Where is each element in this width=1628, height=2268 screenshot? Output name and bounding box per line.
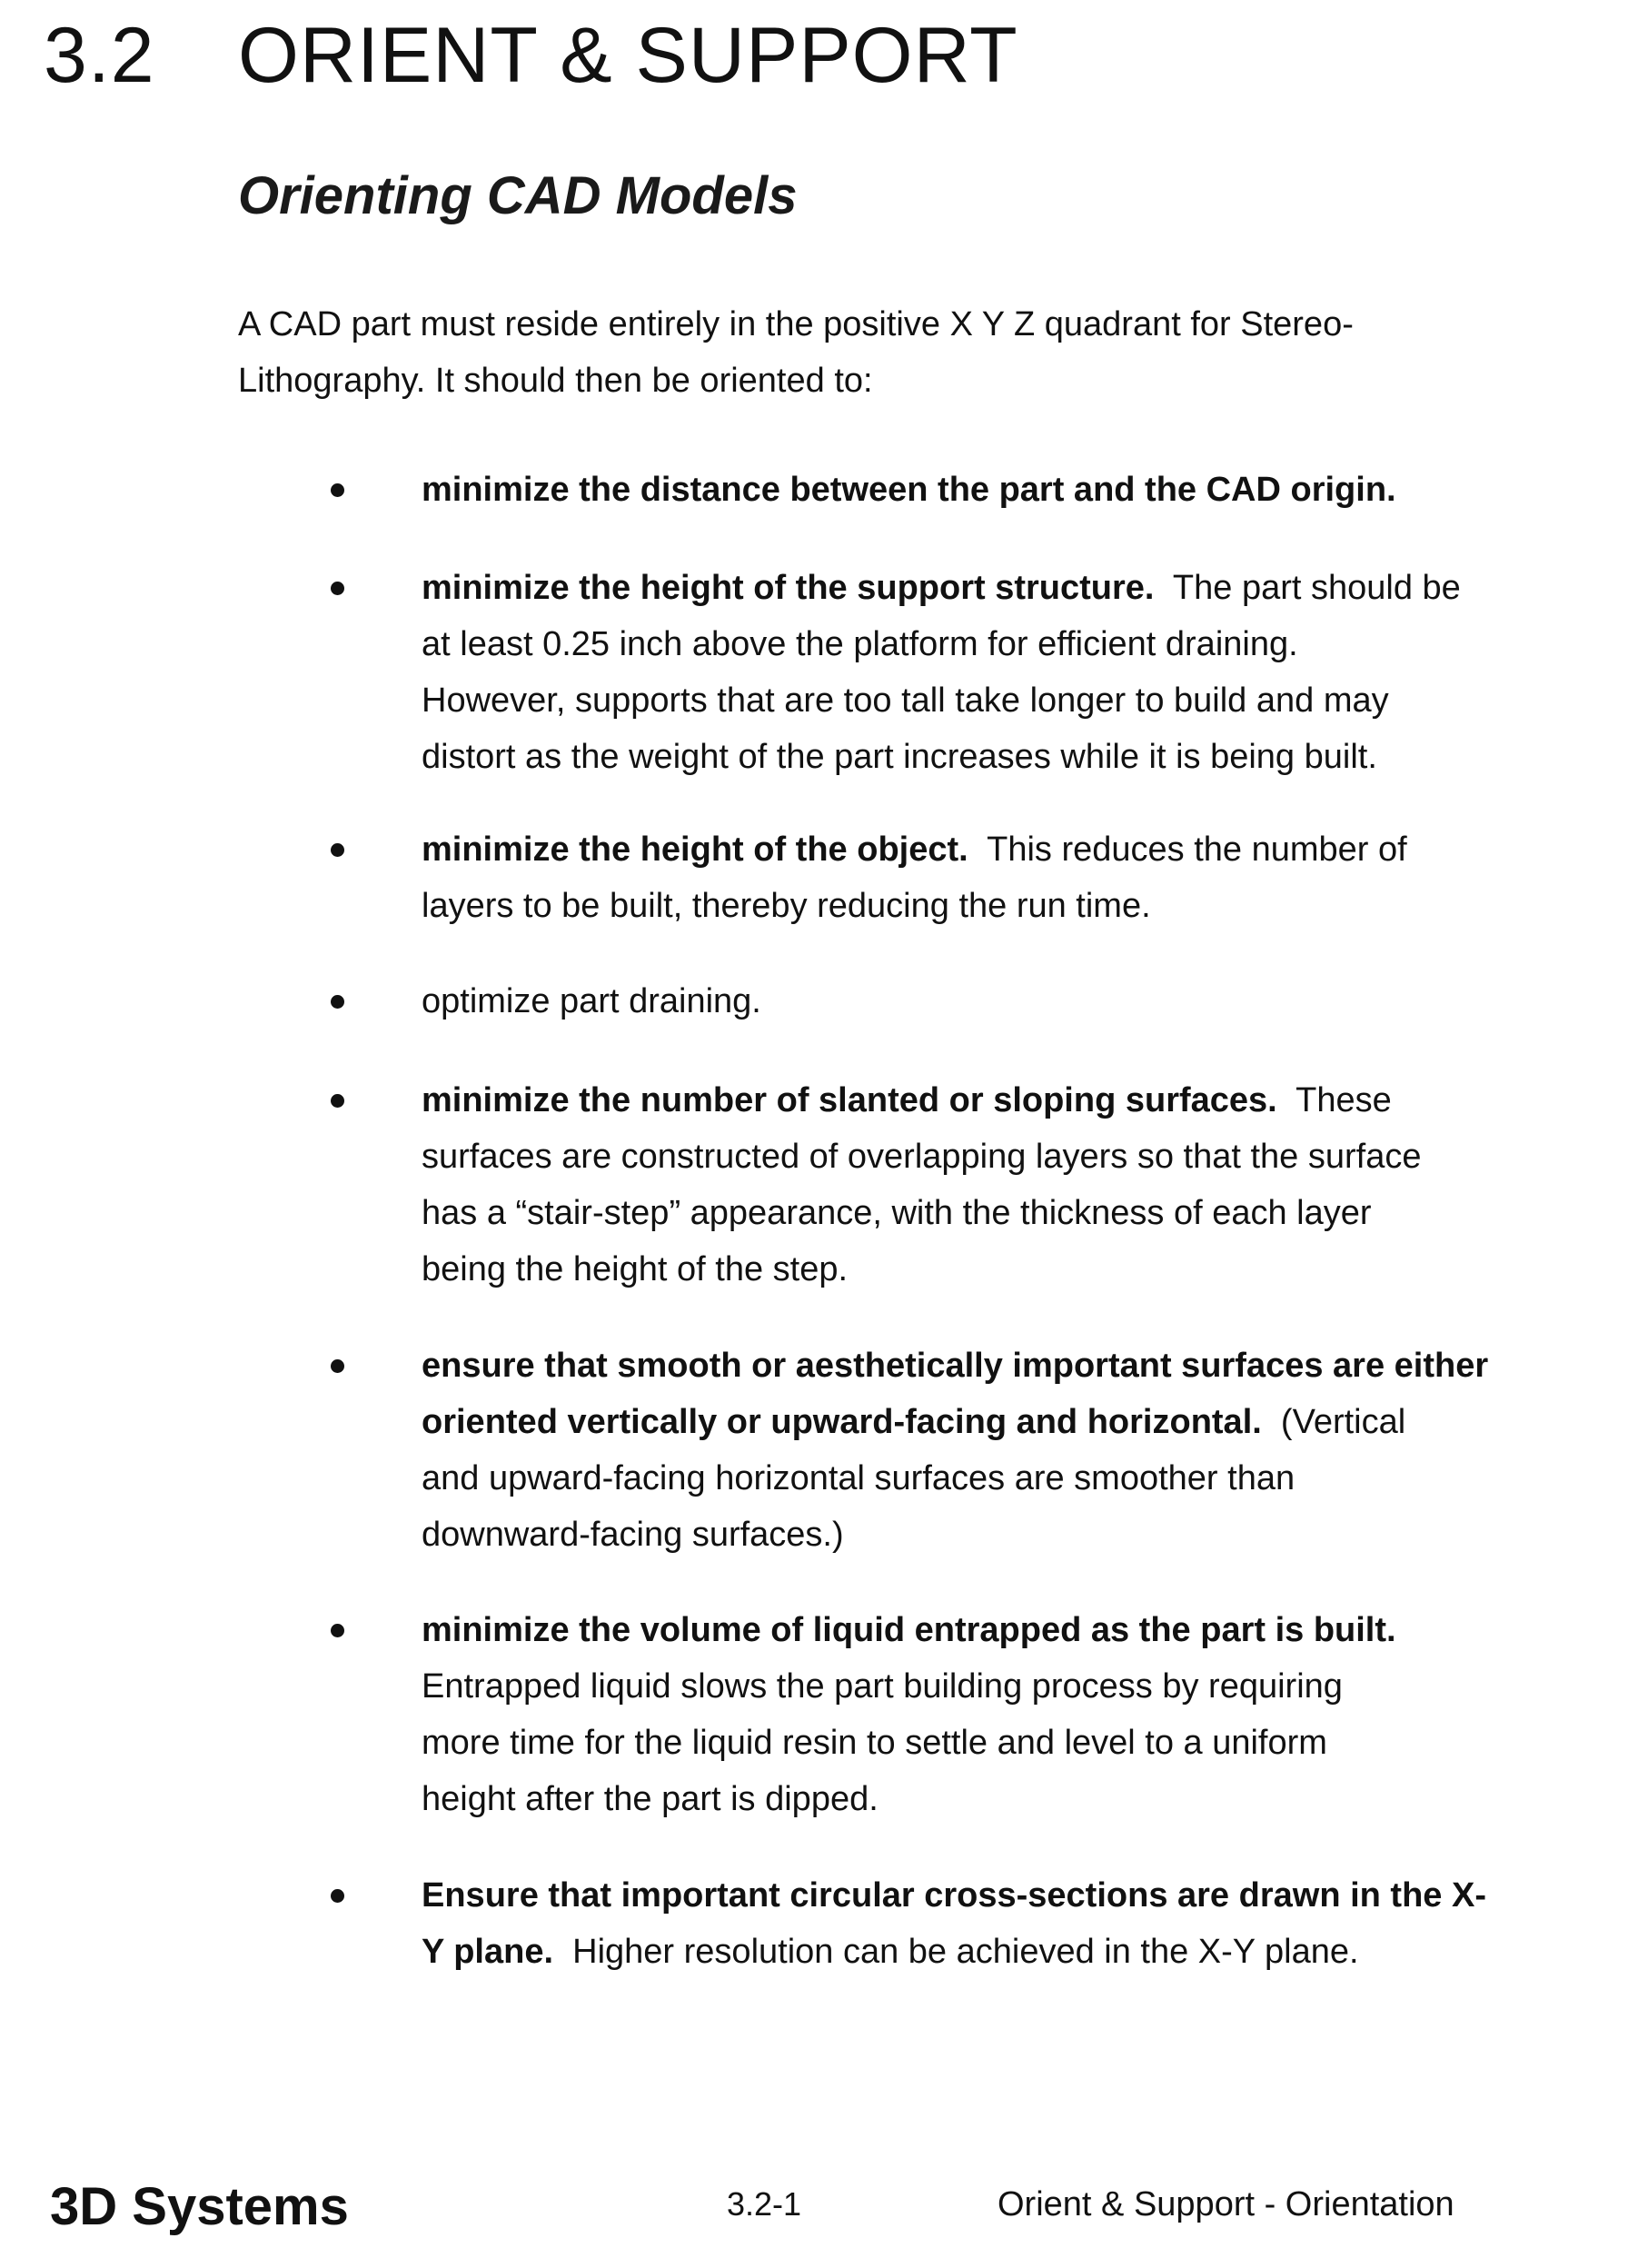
bullet-line — [422, 1715, 1396, 1771]
section-number: 3.2 — [44, 11, 155, 101]
bullet-icon — [331, 1359, 344, 1373]
bullet-bold-text: minimize the number of slanted or sloping surfaces. — [422, 1081, 1277, 1119]
bullet-text — [422, 973, 761, 1030]
bullet-line — [422, 1072, 1421, 1129]
footer-section-name: Orient & Support - Orientation — [998, 2185, 1454, 2224]
bullet-text — [422, 560, 1461, 785]
bullet-line — [422, 1867, 1486, 1924]
bullet-line — [422, 1658, 1396, 1715]
intro-paragraph — [238, 296, 1354, 409]
bullet-normal-text: more time for the liquid resin to settle and level to a uniform — [422, 1724, 1327, 1762]
bullet-normal-text: The part should be — [1154, 569, 1460, 607]
bullet-bold-text: minimize the volume of liquid entrapped as the part is built. — [422, 1611, 1396, 1649]
bullet-normal-text: Higher resolution can be achieved in the X-Y plane. — [553, 1933, 1359, 1971]
bullet-text — [422, 821, 1407, 934]
bullet-line — [422, 1241, 1421, 1298]
bullet-line — [422, 729, 1461, 785]
bullet-line — [422, 821, 1407, 878]
bullet-icon — [331, 1624, 344, 1637]
bullet-text — [422, 1072, 1421, 1298]
bullet-normal-text: has a “stair-step” appearance, with the thickness of each layer — [422, 1194, 1372, 1232]
bullet-bold-text: minimize the height of the object. — [422, 831, 968, 869]
bullet-normal-text: and upward-facing horizontal surfaces are smoother than — [422, 1459, 1295, 1497]
bullet-normal-text: being the height of the step. — [422, 1250, 848, 1288]
bullet-line — [422, 616, 1461, 672]
bullet-normal-text: distort as the weight of the part increases while it is being built. — [422, 738, 1377, 776]
bullet-line — [422, 1185, 1421, 1241]
bullet-line — [422, 1129, 1421, 1185]
bullet-bold-text: Ensure that important circular cross-sections are drawn in the X- — [422, 1876, 1486, 1915]
intro-line: A CAD part must reside entirely in the positive X Y Z quadrant for Stereo- — [238, 296, 1354, 353]
bullet-line — [422, 1338, 1488, 1394]
bullet-normal-text: surfaces are constructed of overlapping layers so that the surface — [422, 1138, 1421, 1176]
bullet-bold-text: Y plane. — [422, 1933, 553, 1971]
bullet-normal-text: optimize part draining. — [422, 982, 761, 1020]
bullet-line — [422, 462, 1396, 518]
bullet-normal-text: This reduces the number of — [968, 831, 1407, 869]
bullet-text — [422, 1602, 1396, 1827]
footer-page-number: 3.2-1 — [727, 2185, 801, 2223]
bullet-line — [422, 878, 1407, 934]
bullet-normal-text: height after the part is dipped. — [422, 1780, 879, 1818]
bullet-line — [422, 1771, 1396, 1827]
bullet-normal-text: Entrapped liquid slows the part building process by requiring — [422, 1667, 1343, 1706]
bullet-line — [422, 672, 1461, 729]
bullet-icon — [331, 582, 344, 595]
bullet-bold-text: ensure that smooth or aesthetically important surfaces are either — [422, 1347, 1488, 1385]
bullet-line — [422, 973, 761, 1030]
bullet-text — [422, 1338, 1488, 1563]
bullet-normal-text: at least 0.25 inch above the platform for efficient draining. — [422, 625, 1298, 663]
bullet-icon — [331, 995, 344, 1009]
subsection-title: Orienting CAD Models — [238, 165, 797, 226]
bullet-bold-text: minimize the distance between the part and the CAD origin. — [422, 471, 1396, 509]
bullet-text — [422, 1867, 1486, 1980]
bullet-bold-text: minimize the height of the support structure. — [422, 569, 1154, 607]
bullet-line — [422, 1602, 1396, 1658]
bullet-line — [422, 1924, 1486, 1980]
bullet-normal-text: downward-facing surfaces.) — [422, 1516, 844, 1554]
intro-line: Lithography. It should then be oriented to: — [238, 353, 1354, 409]
bullet-bold-text: oriented vertically or upward-facing and horizontal. — [422, 1403, 1262, 1441]
bullet-text — [422, 462, 1396, 518]
bullet-normal-text: (Vertical — [1262, 1403, 1405, 1441]
section-title: ORIENT & SUPPORT — [238, 11, 1018, 101]
bullet-icon — [331, 483, 344, 497]
bullet-icon — [331, 1889, 344, 1903]
bullet-line — [422, 560, 1461, 616]
bullet-line — [422, 1450, 1488, 1507]
bullet-normal-text: However, supports that are too tall take longer to build and may — [422, 681, 1389, 720]
bullet-icon — [331, 843, 344, 857]
footer-brand: 3D Systems — [50, 2176, 349, 2237]
bullet-normal-text: These — [1277, 1081, 1392, 1119]
bullet-line — [422, 1394, 1488, 1450]
bullet-normal-text: layers to be built, thereby reducing the run time. — [422, 887, 1151, 925]
bullet-icon — [331, 1094, 344, 1108]
bullet-line — [422, 1507, 1488, 1563]
